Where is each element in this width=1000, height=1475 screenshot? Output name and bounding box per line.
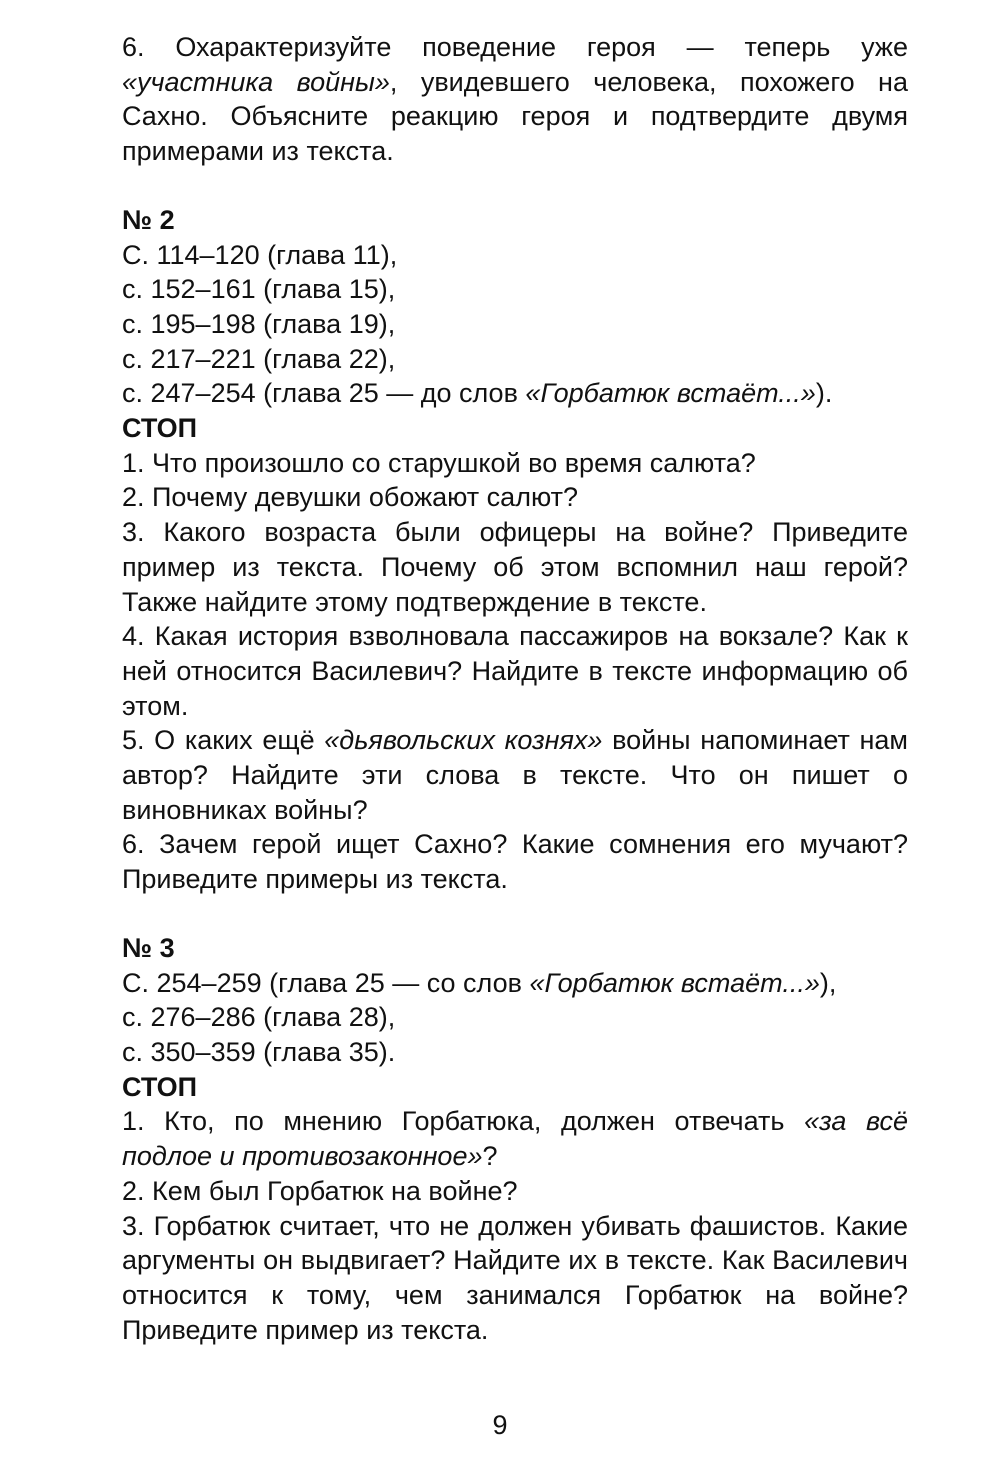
- page-content: [122, 30, 908, 1347]
- page-number: 9: [492, 1410, 508, 1440]
- stop-label: СТОП: [122, 1071, 198, 1102]
- question-1: 1. Кто, по мнению Горбатюка, должен отвечать «за всё подлое и противозаконное»?: [122, 1106, 908, 1172]
- question-5: 5. О каких ещё «дьявольских кознях» войны напоминает нам автор? Найдите эти слова в тексте. Что он пишет о виновниках войны?: [122, 725, 908, 825]
- question-2: 2. Почему девушки обожают салют?: [122, 482, 578, 513]
- question-1: 1. Что произошло со старушкой во время салюта?: [122, 447, 756, 478]
- section-3-heading: № 3: [122, 932, 175, 963]
- question-2: 2. Кем был Горбатюк на войне?: [122, 1175, 518, 1206]
- page-ref: с. 247–254 (глава 25 — до слов «Горбатюк встаёт...»).: [122, 378, 833, 409]
- spacer: [122, 897, 908, 931]
- section-2-heading: № 2: [122, 204, 175, 235]
- page-ref: с. 276–286 (глава 28),: [122, 1002, 396, 1033]
- page-ref: с. 350–359 (глава 35).: [122, 1036, 396, 1067]
- stop-label: СТОП: [122, 413, 198, 444]
- question-6: 6. Зачем герой ищет Сахно? Какие сомнения его мучают? Приведите примеры из текста.: [122, 829, 908, 895]
- page-ref: с. 152–161 (глава 15),: [122, 274, 396, 305]
- page-ref: С. 254–259 (глава 25 — со слов «Горбатюк встаёт...»),: [122, 967, 837, 998]
- page-ref: с. 217–221 (глава 22),: [122, 343, 396, 374]
- question-4: 4. Какая история взволновала пассажиров на вокзале? Как к ней относится Василевич? Найдите в тексте информацию об этом.: [122, 621, 908, 721]
- question-3: 3. Горбатюк считает, что не должен убивать фашистов. Какие аргументы он выдвигает? Найдите их в тексте. Как Василевич относится к тому, чем занимался Горбатюк на войне? Приведите пример из текста.: [122, 1210, 908, 1345]
- page-ref: с. 195–198 (глава 19),: [122, 308, 396, 339]
- page-ref: С. 114–120 (глава 11),: [122, 239, 398, 270]
- spacer: [122, 169, 908, 203]
- question-3: 3. Какого возраста были офицеры на войне? Приведите пример из текста. Почему об этом вспомнил наш герой? Также найдите этому подтверждение в тексте.: [122, 517, 908, 617]
- question-6-intro: 6. Охарактеризуйте поведение героя — теперь уже «участника войны», увидевшего человека, похожего на Сахно. Объясните реакцию героя и подтвердите двумя примерами из текста.: [122, 32, 908, 167]
